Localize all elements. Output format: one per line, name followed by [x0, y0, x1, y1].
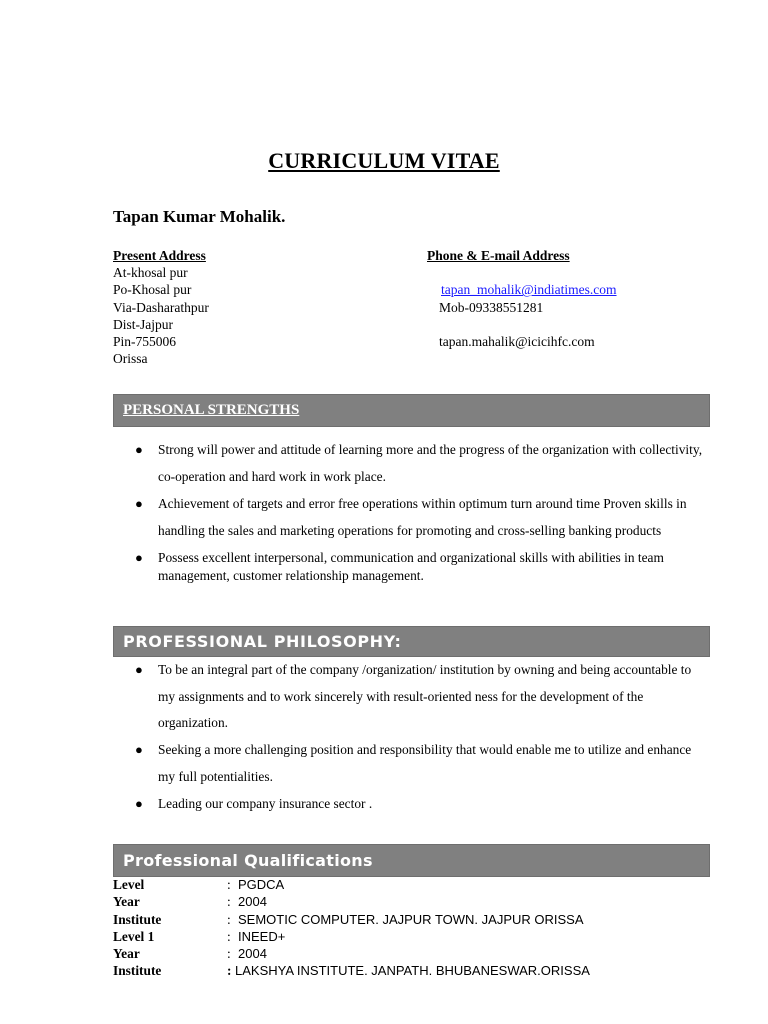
list-item	[113, 436, 710, 490]
qualification-value: 2004	[238, 894, 267, 910]
professional-philosophy-header	[113, 626, 710, 657]
bullet-icon: ●	[135, 496, 143, 511]
address-line: At-khosal pur	[113, 265, 188, 281]
address-line: Orissa	[113, 351, 148, 367]
qualification-value: 2004	[238, 946, 267, 962]
philosophy-text: Seeking a more challenging position and responsibility that would enable me to utilize and enhance my full potentialities.	[158, 742, 692, 784]
address-line: Via-Dasharathpur	[113, 299, 209, 315]
qualification-value: PGDCA	[238, 877, 285, 892]
contact-heading: Phone & E-mail Address	[427, 248, 570, 263]
bullet-icon: ●	[135, 662, 143, 677]
present-address-block	[113, 247, 209, 367]
candidate-name: Tapan Kumar Mohalik.	[113, 207, 286, 226]
strength-text: Achievement of targets and error free operations within optimum turn around time Proven skills in handling the sales and marketing operations for promoting and cross-selling banking products	[158, 496, 687, 538]
present-address-heading: Present Address	[113, 248, 206, 263]
strength-text: Strong will power and attitude of learning more and the progress of the organization with collectivity, co-operation and hard work in work place.	[158, 442, 703, 484]
colon-separator: :	[227, 928, 231, 944]
bullet-icon: ●	[135, 742, 143, 758]
document-title: CURRICULUM VITAE	[268, 148, 500, 173]
address-line: Pin-755006	[113, 334, 177, 350]
philosophy-text: To be an integral part of the company /organization/ institution by owning and being accountable to my assignments and to work sincerely with result-oriented ness for the development of the organization.	[158, 662, 692, 731]
contact-spacer	[427, 264, 617, 281]
work-email: tapan.mahalik@icicihfc.com	[439, 334, 595, 350]
bullet-icon: ●	[135, 550, 143, 565]
qualification-label: Level 1	[113, 928, 155, 944]
qualification-label: Institute	[113, 963, 162, 979]
contact-block	[427, 247, 617, 350]
colon-separator: :	[227, 894, 231, 910]
list-item	[113, 549, 710, 585]
philosophy-text: Leading our company insurance sector .	[158, 795, 373, 811]
colon-separator: :	[227, 911, 231, 927]
personal-strengths-header	[113, 394, 710, 427]
section-heading: PROFESSIONAL PHILOSOPHY:	[123, 632, 402, 651]
colon-separator: :	[227, 963, 232, 979]
address-line: Po-Khosal pur	[113, 282, 192, 298]
list-item	[113, 737, 710, 790]
list-item	[113, 490, 710, 544]
qualification-label: Year	[113, 946, 140, 962]
colon-separator: :	[227, 946, 231, 962]
list-item	[113, 791, 710, 818]
list-item	[113, 657, 710, 737]
qualification-label: Year	[113, 894, 140, 910]
address-line: Dist-Jajpur	[113, 316, 173, 332]
qualification-label: Institute	[113, 911, 162, 927]
qualification-value: SEMOTIC COMPUTER. JAJPUR TOWN. JAJPUR ORISSA	[238, 911, 584, 927]
colon-separator: :	[227, 877, 231, 892]
qualification-value: LAKSHYA INSTITUTE. JANPATH. BHUBANESWAR.ORISSA	[235, 963, 590, 979]
professional-qualifications-header	[113, 844, 710, 877]
bullet-icon: ●	[135, 442, 143, 457]
contact-spacer	[427, 316, 617, 333]
philosophy-list	[113, 657, 710, 817]
bullet-icon: ●	[135, 795, 143, 811]
email-link[interactable]: tapan_mohalik@indiatimes.com	[441, 282, 617, 298]
section-heading: Professional Qualifications	[123, 851, 373, 870]
strength-text: Possess excellent interpersonal, communication and organizational skills with abilities in team management, customer relationship management.	[158, 550, 664, 583]
strengths-list	[113, 436, 710, 585]
section-heading: PERSONAL STRENGTHS	[123, 402, 300, 418]
qualification-label: Level	[113, 877, 145, 892]
qualification-value: INEED+	[238, 928, 286, 944]
mobile-number: Mob-09338551281	[439, 299, 544, 315]
